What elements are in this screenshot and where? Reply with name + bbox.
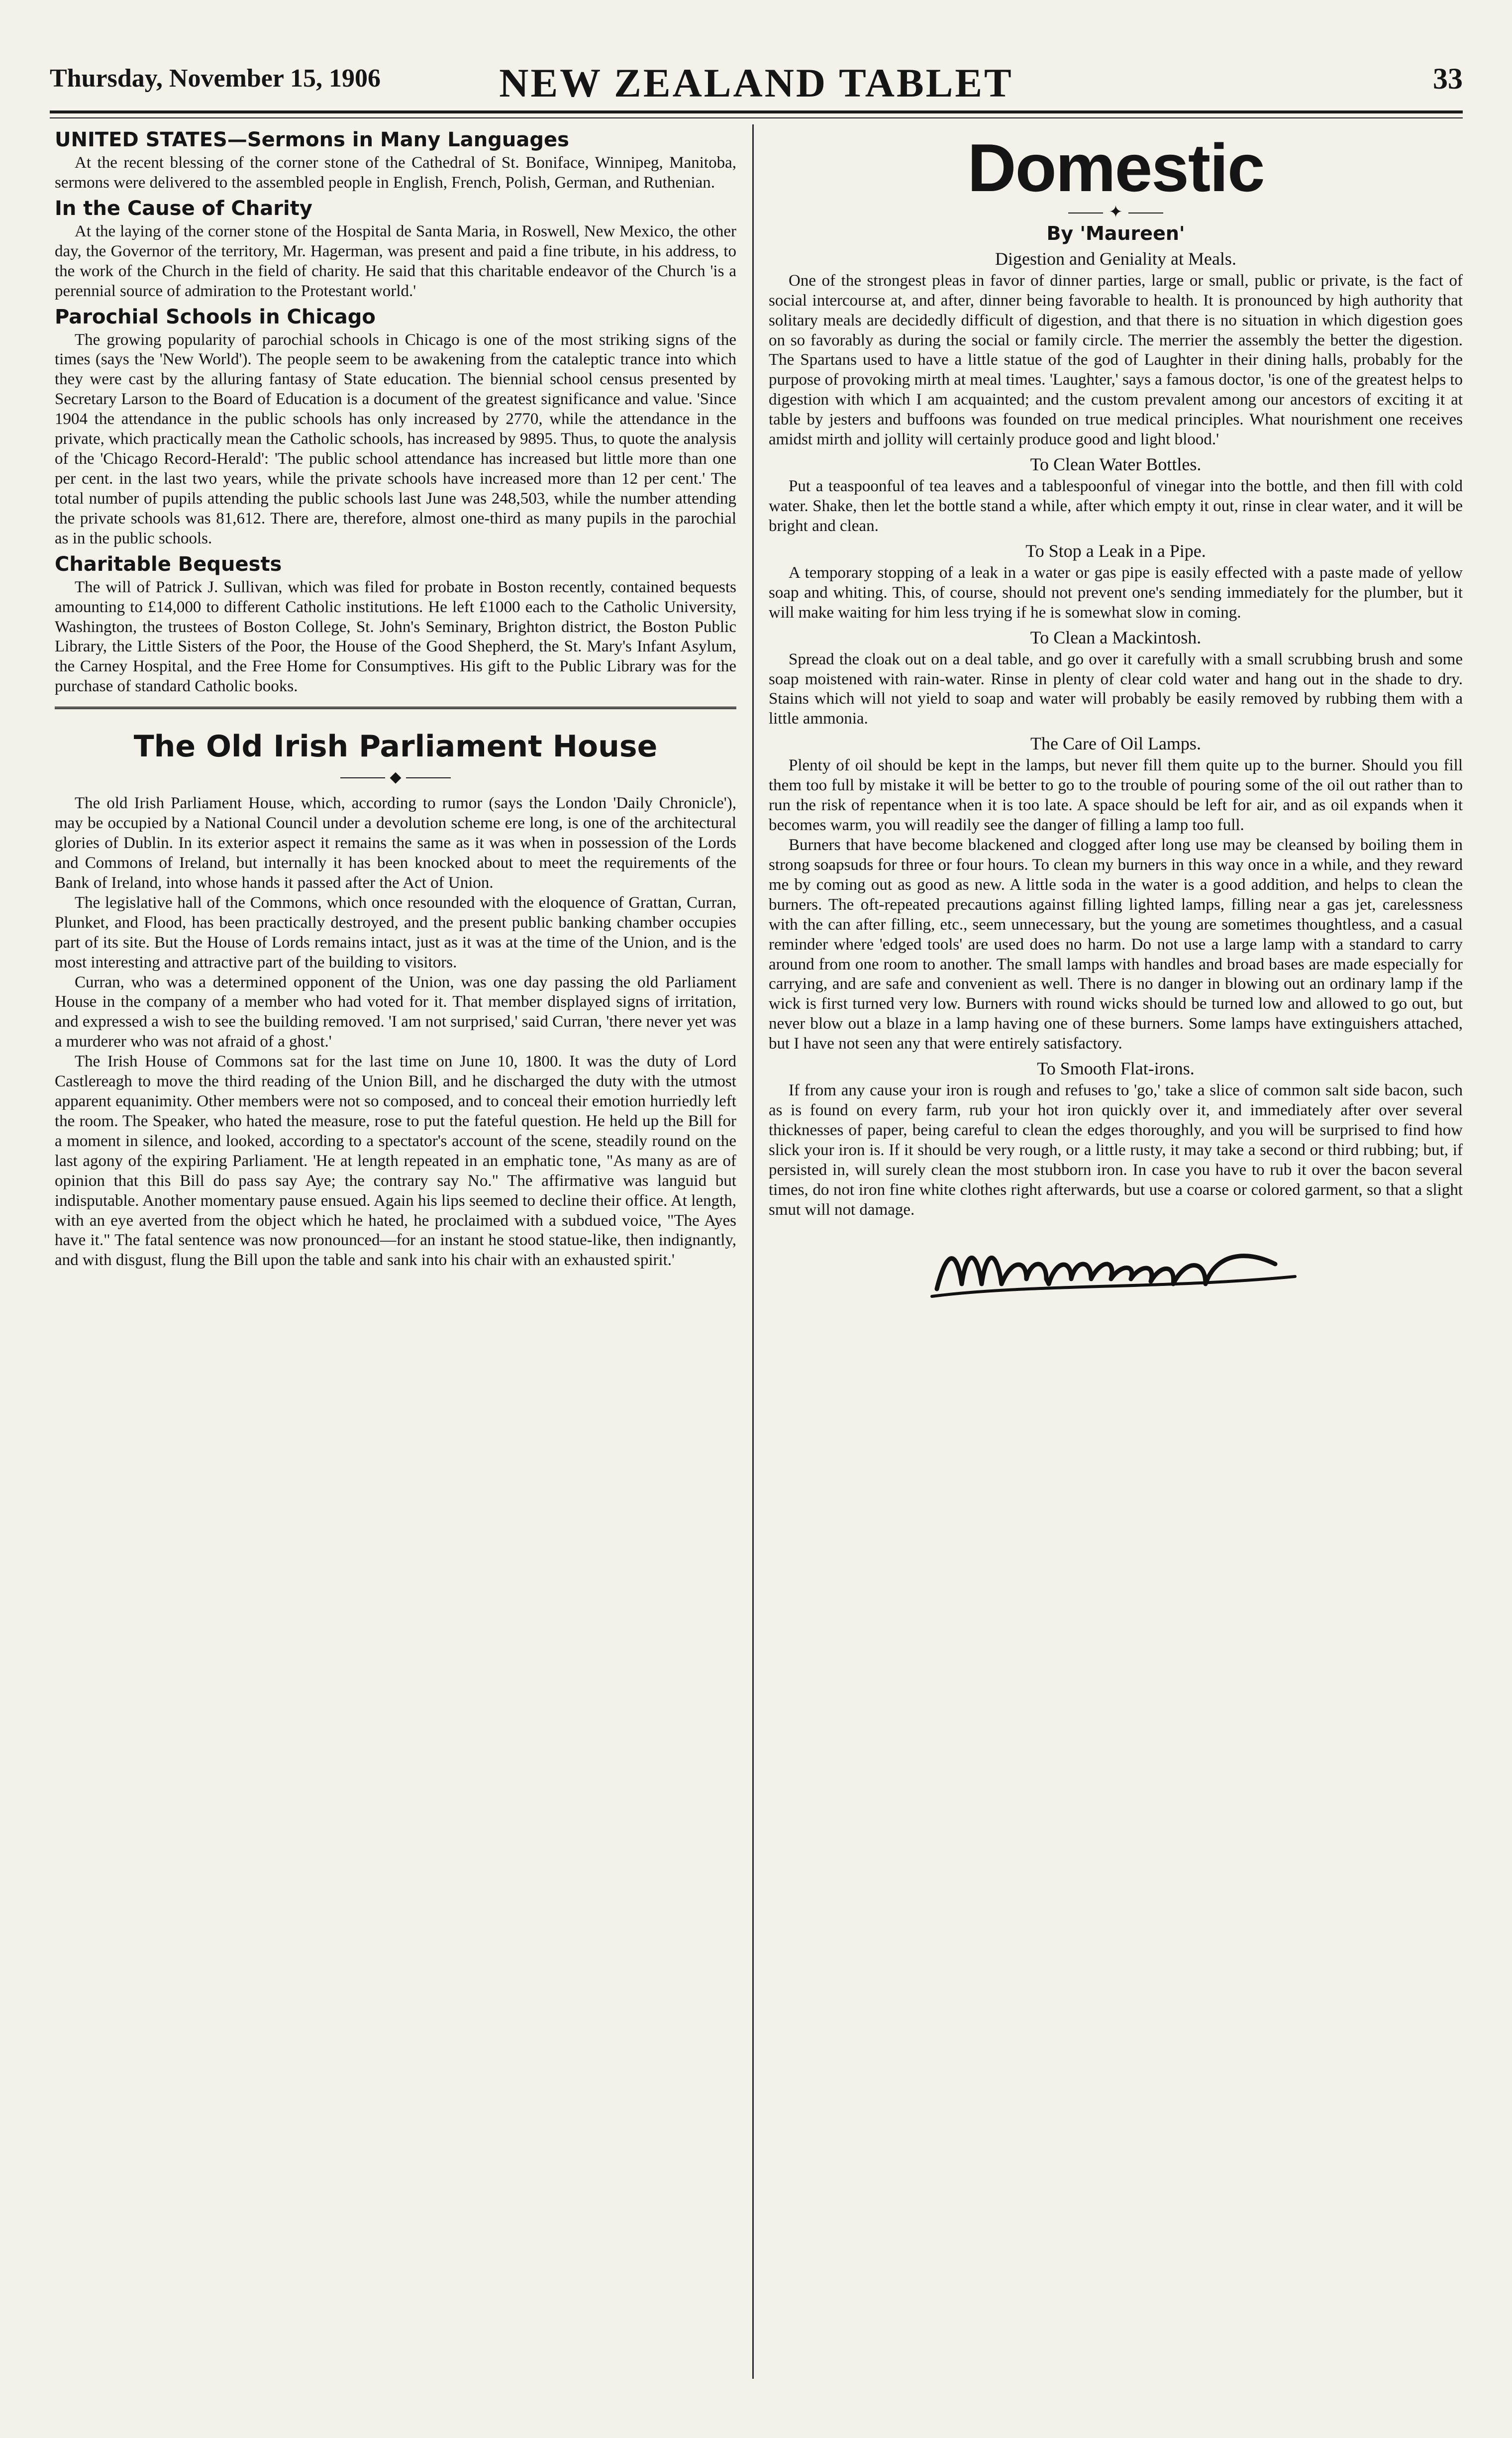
signature [769, 1229, 1463, 1306]
ornament-divider-icon: ◆ [55, 770, 736, 785]
recipe-paragraph: One of the strongest pleas in favor of dinner parties, large or small, public or private, is the fact of social intercourse at, and after, dinner being favorable to health. It is pronounced by high authority that solitary meals are decidedly difficult of digestion, and that there is no situation in which digestion goes on so favorably as during the social or family circle. The merrier the assembly the better the digestion. The Spartans used to have a little statue of the god of Laughter in their dining halls, probably for the purpose of provoking mirth at meal times. 'Laughter,' says a famous doctor, 'is one of the greatest helps to digestion with which I am acquainted; and the custom prevalent among our ancestors of exciting it at table by jesters and buffoons was founded on true medical principles. What nourishment one receives amidst mirth and jollity will certainly produce good and light blood.' [769, 271, 1463, 449]
news-section [55, 553, 736, 697]
newspaper-title: NEW ZEALAND TABLET [499, 60, 1013, 106]
recipe-subhead: To Smooth Flat-irons. [1037, 1059, 1195, 1079]
signature-handwriting-icon [927, 1229, 1305, 1304]
recipe-subhead: To Clean a Mackintosh. [1030, 627, 1202, 647]
recipe-paragraph: Plenty of oil should be kept in the lamps, but never fill them quite up to the burner. Should you fill them too full by mistake it will be better to go to the trouble of pouring some of the oil out rather than to run the risk of repentance when it is too late. A space should be left for air, and as oil expands when it becomes warm, you will readily see the danger of filling a lamp too full. [769, 756, 1463, 835]
recipe-paragraph: If from any cause your iron is rough and refuses to 'go,' take a slice of common salt side bacon, such as is found on every farm, rub your hot iron quickly over it, and immediately after over several thicknesses of paper, being careful to clean the edges thoroughly, and you will be surprised to find how slick your iron is. If it should be very rough, or a little rusty, it may take a second or third rubbing; but, if persisted in, will surely clean the most stubborn iron. In case you have to rub it over the bacon several times, do not iron fine white clothes right afterwards, but use a coarse or colored garment, so that a slight smut will not damage. [769, 1081, 1463, 1219]
recipe-paragraph: A temporary stopping of a leak in a water or gas pipe is easily effected with a paste made of yellow soap and whiting. This, of course, should not prevent one's sending immediately for the plumber, but it will make waiting for him less trying if he is somewhat slow in coming. [769, 563, 1463, 622]
news-section [55, 128, 736, 193]
recipe-subhead: The Care of Oil Lamps. [1030, 734, 1201, 754]
section-paragraph: The growing popularity of parochial schools in Chicago is one of the most striking signs of the times (says the 'New World'). The people seem to be awakening from the cataleptic trance into which they were cast by the alluring fantasy of State education. The biennial school census presented by Secretary Larson to the Board of Education is a document of the greatest significance and value. 'Since 1904 the attendance in the public schools has only increased by 2770, while the attendance in the private, which practically mean the Catholic schools, has increased by 9895. Thus, to quote the analysis of the 'Chicago Record-Herald': 'The public school attendance has increased but little more than one per cent. in the last two years, while the private schools have increased more than 12 per cent.' The total number of pupils attending the public schools last June was 248,503, while the number attending the private schools was 81,612. There are, therefore, almost one-third as many pupils in the parochial as in the public schools. [55, 330, 736, 547]
article-separator-rule [55, 707, 736, 709]
recipe-paragraph: Burners that have become blackened and clogged after long use may be cleansed by boiling them in strong soapsuds for three or four hours. To clean my burners in this way once in a while, and they reward me by coming out as good as new. A little soda in the water is a good addition, and helps to clean the burners. The oft-repeated precautions against filling lighted lamps, filling near a gas jet, carelessness with the can after filling, etc., seem unnecessary, but the young are sometimes thoughtless, and a casual reminder where 'edged tools' are used does no harm. Do not use a large lamp with a standard to carry around from one room to another. The small lamps with handles and broad bases are made especially for carrying, and are safe and convenient as well. There is no danger in blowing out an ordinary lamp if the wick is first turned very low. Burners with round wicks should be turned low and allowed to go out, but never blow out a blaze in a lamp having one of these burners. Some lamps have extinguishers attached, but I have not seen any that were entirely satisfactory. [769, 836, 1463, 1053]
right-column [769, 128, 1463, 2378]
section-paragraph: The will of Patrick J. Sullivan, which was filed for probate in Boston recently, contained bequests amounting to £14,000 to different Catholic institutions. He left £1000 each to the Catholic University, Washington, the trustees of Boston College, St. John's Seminary, Brighton district, the Boston Public Library, the Little Sisters of the Poor, the House of the Good Shepherd, the St. Mary's Infant Asylum, the Carney Hospital, and the Free Home for Consumptives. His gift to the Public Library was for the purchase of standard Catholic books. [55, 578, 736, 696]
news-section [55, 197, 736, 302]
recipe-subhead: To Clean Water Bottles. [1030, 454, 1202, 475]
recipe-paragraph: Put a teaspoonful of tea leaves and a tablespoonful of vinegar into the bottle, and then fill with cold water. Shake, then let the bottle stand a while, after which empty it out, rinse in clear water, and it will be bright and clean. [769, 477, 1463, 535]
section-heading: Parochial Schools in Chicago [55, 305, 376, 328]
recipe-subhead: To Stop a Leak in a Pipe. [1025, 540, 1206, 561]
article-paragraph: The old Irish Parliament House, which, according to rumor (says the London 'Daily Chronicle'), may be occupied by a National Council under a devolution scheme ere long, is one of the architectural glories of Dublin. In its exterior aspect it remains the same as it was when in possession of the Lords and Commons of Ireland, but internally it has been knocked about to meet the requirements of the Bank of Ireland, into whose hands it passed after the Act of Union. [55, 794, 736, 892]
masthead [50, 60, 1463, 111]
column-divider [752, 124, 754, 2379]
article-paragraph: Curran, who was a determined opponent of the Union, was one day passing the old Parliament House in the company of a member who had voted for it. That member displayed signs of irritation, and expressed a wish to see the building removed. 'I am not surprised,' said Curran, 'there never yet was a murderer who was not afraid of a ghost.' [55, 973, 736, 1051]
news-section [55, 306, 736, 549]
recipe-paragraph: Spread the cloak out on a deal table, and go over it carefully with a small scrubbing brush and some soap moistened with rain-water. Rinse in plenty of clear cold water and hang out in the shade to dry. Stains which will not yield to soap and water will probably be easily removed by rubbing them with a little ammonia. [769, 650, 1463, 728]
section-heading: In the Cause of Charity [55, 197, 312, 220]
article-title: The Old Irish Parliament House [133, 729, 658, 764]
section-heading: UNITED STATES—Sermons in Many Languages [55, 128, 569, 151]
article-paragraph: The legislative hall of the Commons, which once resounded with the eloquence of Grattan, Curran, Plunket, and Flood, has been practically destroyed, and the present public banking chamber occupies part of its site. But the House of Lords remains intact, just as it was at the time of the Union, and is the most interesting and attractive part of the building to visitors. [55, 893, 736, 971]
article-paragraph: The Irish House of Commons sat for the last time on June 10, 1800. It was the duty of Lord Castlereagh to move the third reading of the Union Bill, and he discharged the duty with the utmost apparent equanimity. Other members were not so composed, and to conceal their emotion hurriedly left the room. The Speaker, who hated the measure, rose to put the fateful question. He held up the Bill for a moment in silence, and looked, according to a spectator's account of the scene, steadily round on the last agony of the expiring Parliament. 'He at length repeated in an emphatic tone, "As many as are of opinion that this Bill do pass say Aye; the contrary say No." The affirmative was languid but indisputable. Another momentary pause ensued. Again his lips seemed to decline their office. At length, with an eye averted from the object which he hated, he proclaimed with a subdued voice, "The Ayes have it." The fatal sentence was now pronounced—for an instant he stood statue-like, then indignantly, and with disgust, flung the Bill upon the table and sank into his chair with an exhausted spirit.' [55, 1053, 736, 1270]
masthead-rule-thin [50, 117, 1463, 118]
masthead-rule [50, 110, 1463, 113]
domestic-title: Domestic [967, 130, 1264, 206]
ornament-divider-icon: ✦ [769, 204, 1463, 220]
issue-date: Thursday, November 15, 1906 [50, 64, 381, 93]
byline: By 'Maureen' [1046, 222, 1185, 244]
recipe-subhead: Digestion and Geniality at Meals. [995, 248, 1236, 269]
section-heading: Charitable Bequests [55, 552, 282, 576]
section-paragraph: At the laying of the corner stone of the Hospital de Santa Maria, in Roswell, New Mexico, the other day, the Governor of the territory, Mr. Hagerman, was present and paid a fine tribute, in his address, to the work of the Church in the field of charity. He said that this charitable endeavor of the Church 'is a perennial source of admiration to the Protestant world.' [55, 222, 736, 300]
section-paragraph: At the recent blessing of the corner stone of the Cathedral of St. Boniface, Winnipeg, Manitoba, sermons were delivered to the assembled people in English, French, Polish, German, and Ruthenian. [55, 154, 736, 192]
left-column [55, 128, 736, 2378]
page-number: 33 [1433, 62, 1463, 95]
